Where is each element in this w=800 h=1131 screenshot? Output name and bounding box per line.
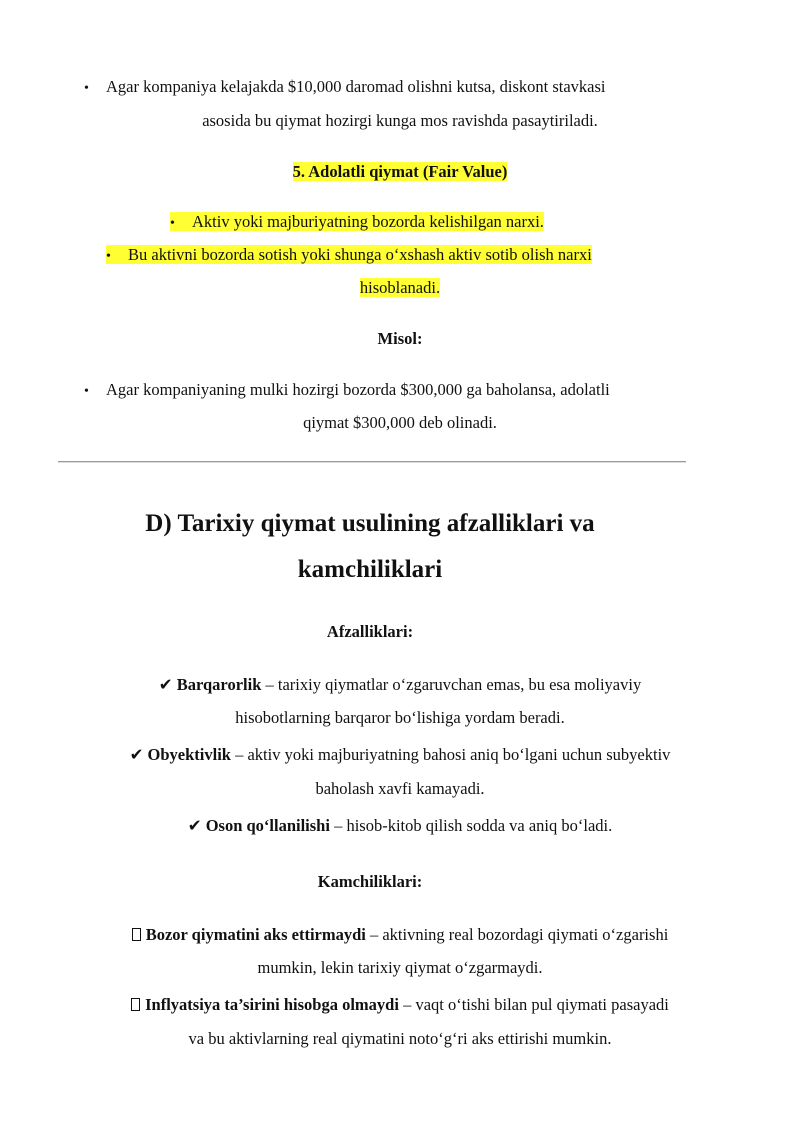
advantage-3-title: Oson qo‘llanilishi bbox=[205, 816, 330, 835]
check-icon: ✔ bbox=[129, 745, 144, 764]
fair-value-bullet-1-text: Aktiv yoki majburiyatning bozorda kelishilgan narxi. bbox=[192, 212, 544, 231]
advantages-label: Afzalliklari: bbox=[326, 622, 414, 641]
advantage-2-line2: baholash xavfi kamayadi. bbox=[315, 779, 485, 798]
bullet-dot: • bbox=[106, 249, 111, 264]
disadvantage-1-text: – aktivning real bozordagi qiymati o‘zgarishi bbox=[365, 925, 669, 944]
fair-value-bullet-2-line2: hisoblanadi. bbox=[359, 278, 441, 297]
advantage-1-line2: hisobotlarning barqaror bo‘lishiga yordam beradi. bbox=[235, 708, 565, 727]
example-label: Misol: bbox=[377, 329, 423, 348]
disadvantage-1-title: Bozor qiymatini aks ettirmaydi bbox=[145, 925, 366, 944]
section-d-title-line2: kamchiliklari bbox=[297, 556, 443, 583]
missing-glyph-icon bbox=[132, 928, 141, 941]
advantage-2-text: – aktiv yoki majburiyatning bahosi aniq bo‘lgani uchun subyektiv bbox=[230, 745, 671, 764]
bullet-dot: • bbox=[170, 216, 175, 231]
fair-value-bullet-2 bbox=[106, 238, 592, 273]
disadvantage-2-title: Inflyatsiya ta’sirini hisobga olmaydi bbox=[145, 995, 399, 1014]
advantage-3-text: – hisob-kitob qilish sodda va aniq bo‘ladi. bbox=[329, 816, 613, 835]
example-bullet bbox=[84, 373, 610, 408]
fair-value-bullet-2-line1: Bu aktivni bozorda sotish yoki shunga o‘xshash aktiv sotib olish narxi bbox=[128, 245, 592, 264]
advantage-2 bbox=[60, 738, 740, 771]
bullet-dot: • bbox=[84, 384, 89, 399]
intro-bullet-line2: asosida bu qiymat hozirgi kunga mos ravishda pasaytiriladi. bbox=[202, 111, 598, 130]
horizontal-divider bbox=[58, 461, 686, 463]
fair-value-heading-wrap bbox=[60, 155, 740, 188]
advantage-1-text: – tarixiy qiymatlar o‘zgaruvchan emas, bu esa moliyaviy bbox=[261, 675, 642, 694]
advantage-1 bbox=[60, 668, 740, 701]
bullet-dot: • bbox=[84, 81, 89, 96]
fair-value-bullet-2-line2-wrap bbox=[60, 271, 740, 304]
check-icon: ✔ bbox=[187, 816, 202, 835]
disadvantage-2-text: – vaqt o‘tishi bilan pul qiymati pasayadi bbox=[398, 995, 669, 1014]
disadvantage-2 bbox=[60, 988, 740, 1021]
missing-glyph-icon bbox=[131, 998, 140, 1011]
fair-value-heading: 5. Adolatli qiymat (Fair Value) bbox=[292, 162, 508, 181]
intro-bullet bbox=[84, 70, 606, 105]
disadvantage-1-line2: mumkin, lekin tarixiy qiymat o‘zgarmaydi. bbox=[257, 958, 543, 977]
disadvantage-1 bbox=[60, 918, 740, 951]
fair-value-bullet-1 bbox=[170, 205, 544, 240]
advantage-1-title: Barqarorlik bbox=[176, 675, 262, 694]
advantage-3 bbox=[60, 809, 740, 842]
disadvantage-2-line2: va bu aktivlarning real qiymatini noto‘g‘ri aks ettirishi mumkin. bbox=[188, 1029, 612, 1048]
example-line2: qiymat $300,000 deb olinadi. bbox=[303, 413, 497, 432]
example-line1: Agar kompaniyaning mulki hozirgi bozorda $300,000 ga baholansa, adolatli bbox=[106, 380, 610, 399]
check-icon: ✔ bbox=[158, 675, 173, 694]
section-d-title-line1: D) Tarixiy qiymat usulining afzalliklari va bbox=[145, 510, 595, 537]
advantage-2-title: Obyektivlik bbox=[147, 745, 231, 764]
disadvantages-label: Kamchiliklari: bbox=[317, 872, 423, 891]
intro-bullet-line1: Agar kompaniya kelajakda $10,000 daromad olishni kutsa, diskont stavkasi bbox=[106, 77, 606, 96]
